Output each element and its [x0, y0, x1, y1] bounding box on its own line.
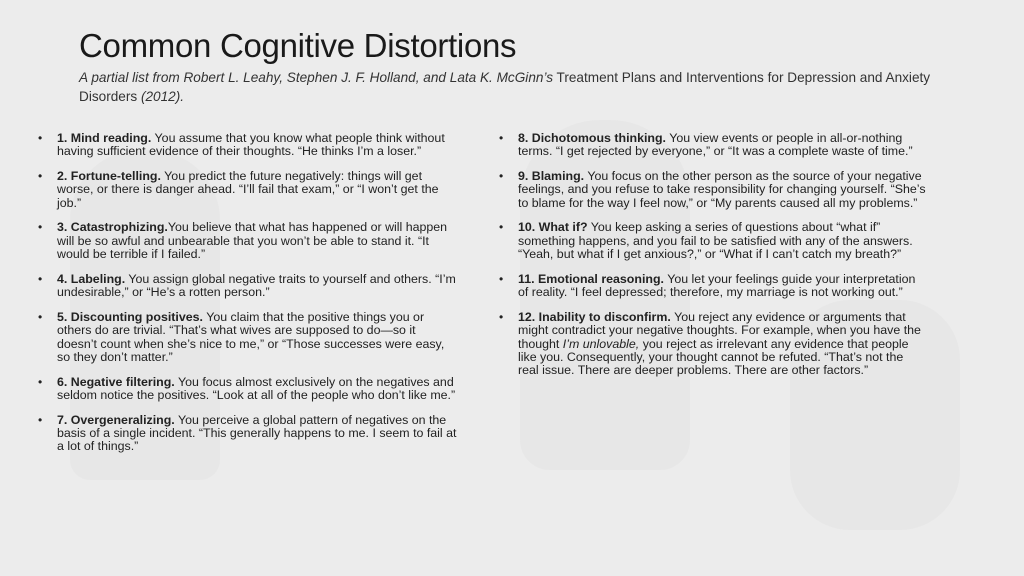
- item-term: 6. Negative filtering.: [57, 374, 175, 389]
- list-item: [499, 221, 927, 261]
- list-item: [499, 273, 927, 300]
- list-item: [499, 311, 927, 378]
- item-text: You perceive a global pattern of negatives on the basis of a single incident. “This generally happens to me. I seem to fail at a lot of things.”: [57, 412, 457, 454]
- bullet-icon: •: [38, 169, 43, 183]
- bullet-icon: •: [38, 309, 43, 324]
- subtitle-book-title: Treatment Plans and Interventions for Depression and Anxiety Disorders: [79, 70, 931, 104]
- item-term: 10. What if?: [518, 220, 588, 235]
- item-term: 12. Inability to disconfirm.: [518, 309, 671, 324]
- item-term: 8. Dichotomous thinking.: [518, 131, 666, 145]
- bullet-icon: •: [499, 131, 504, 145]
- item-term: 4. Labeling.: [57, 271, 126, 286]
- item-text: You reject any evidence or arguments that might contradict your negative thoughts. For example, when you have the thought: [518, 309, 921, 351]
- bullet-icon: •: [38, 220, 43, 235]
- item-term: 3. Catastrophizing.: [57, 220, 168, 235]
- list-item: [499, 132, 927, 159]
- list-item: [38, 170, 458, 210]
- item-text: You keep asking a series of questions about “what if” something happens, and you fail to be satisfied with any of the answers. “Yeah, but what if I get anxious?,” or “What if I can’t catch my breath?”: [518, 220, 913, 262]
- bullet-icon: •: [499, 309, 504, 324]
- list-item: [38, 376, 458, 403]
- item-text: You assume that you know what people think without having sufficient evidence of their thoughts. “He thinks I’m a loser.”: [57, 131, 445, 159]
- bullet-icon: •: [499, 271, 504, 286]
- bullet-icon: •: [38, 374, 43, 389]
- subtitle-lead: A partial list from Robert L. Leahy, Stephen J. F. Holland, and Lata K. McGinn’s: [79, 70, 554, 85]
- list-item: [38, 414, 458, 454]
- bullet-icon: •: [499, 220, 504, 235]
- item-term: 2. Fortune-telling.: [57, 169, 161, 183]
- item-text: you reject as irrelevant any evidence that people like you. Consequently, your thought cannot be refuted. “That’s not the real issue. There are deeper problems. There are other factors.”: [518, 336, 909, 378]
- right-distortion-list: [499, 132, 927, 389]
- list-item: [38, 221, 458, 261]
- list-item: [38, 273, 458, 300]
- item-text: You assign global negative traits to yourself and others. “I’m undesirable,” or “He’s a rotten person.”: [57, 271, 456, 300]
- bullet-icon: •: [38, 412, 43, 427]
- bullet-icon: •: [38, 271, 43, 286]
- item-term: 5. Discounting positives.: [57, 309, 203, 324]
- item-text: You focus on the other person as the source of your negative feelings, and you refuse to take responsibility for changing yourself. “She’s to blame for the way I feel now,” or “My parents caused all my problems.”: [518, 169, 926, 210]
- item-term: 7. Overgeneralizing.: [57, 412, 175, 427]
- bullet-icon: •: [38, 131, 43, 145]
- left-distortion-list: [38, 132, 458, 465]
- item-text: You focus almost exclusively on the negatives and seldom notice the positives. “Look at all of the people who don’t like me.”: [57, 374, 456, 403]
- subtitle-year: (2012).: [140, 89, 185, 104]
- item-text: You claim that the positive things you or others do are trivial. “That’s what wives are supposed to do—so it doesn’t count when she’s nice to me,” or “Those successes were easy, so they don’t matter.”: [57, 309, 445, 365]
- item-text: You predict the future negatively: things will get worse, or there is danger ahead. “I’ll fail that exam,” or “I won’t get the job.”: [57, 169, 439, 210]
- item-text: You view events or people in all-or-nothing terms. “I get rejected by everyone,” or “It was a complete waste of time.”: [518, 131, 913, 159]
- slide-title: Common Cognitive Distortions: [79, 27, 517, 64]
- list-item: [499, 170, 927, 210]
- item-term: 11. Emotional reasoning.: [518, 271, 664, 286]
- list-item: [38, 132, 458, 159]
- bullet-icon: •: [499, 169, 504, 183]
- item-text: You believe that what has happened or will happen will be so awful and unbearable that you won’t be able to stand it. “It would be terrible if I failed.”: [57, 220, 448, 262]
- slide-subtitle: [79, 68, 969, 106]
- list-item: [38, 311, 458, 365]
- item-text-italic: I’m unlovable,: [562, 336, 640, 351]
- item-term: 1. Mind reading.: [57, 131, 152, 145]
- item-term: 9. Blaming.: [518, 169, 585, 183]
- item-text: You let your feelings guide your interpretation of reality. “I feel depressed; therefore, my marriage is not working out.”: [518, 271, 916, 300]
